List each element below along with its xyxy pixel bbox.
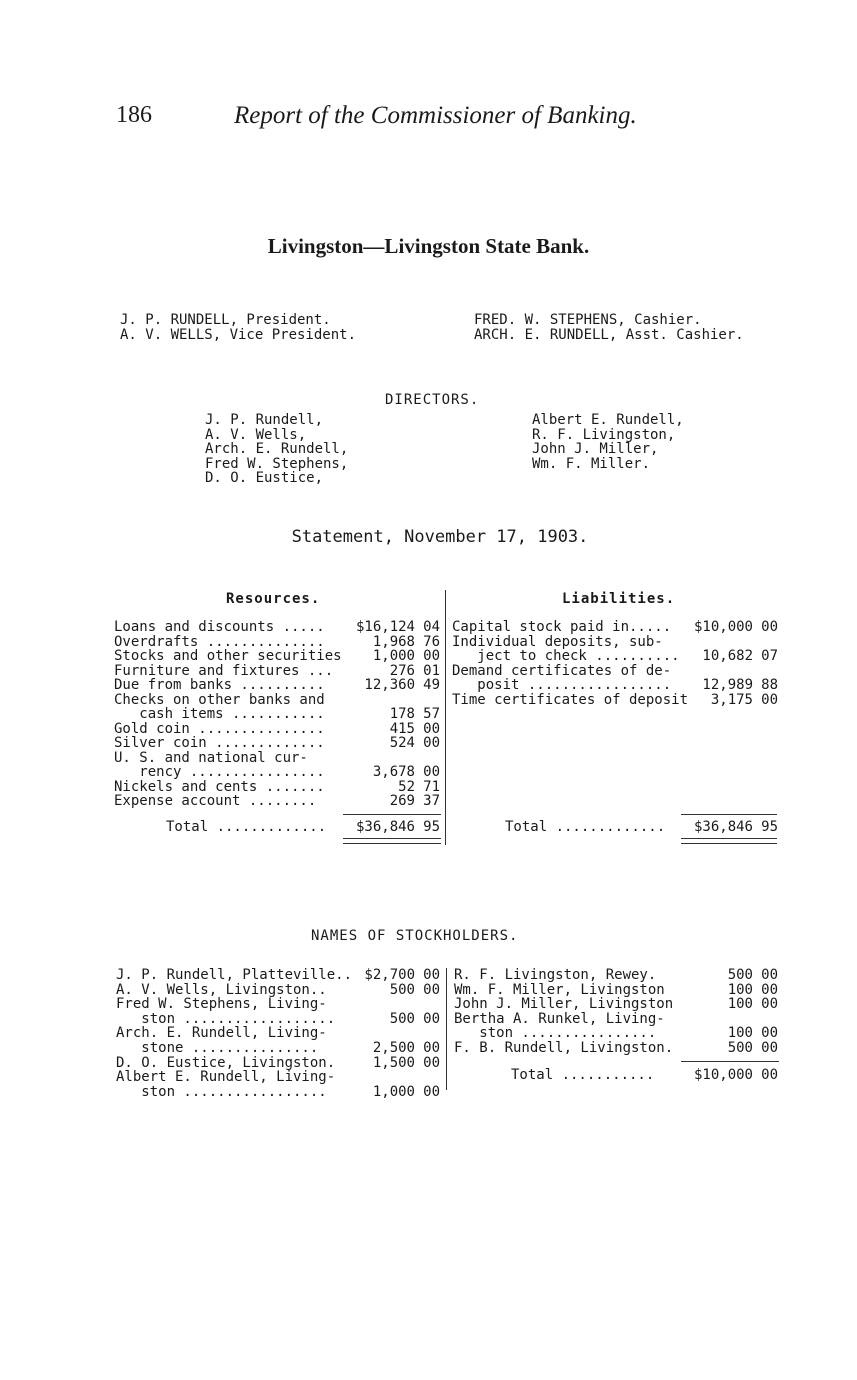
stockholder-row-cents: 00: [423, 1010, 440, 1027]
resources-row-label: cash items ...........: [114, 706, 325, 722]
resources-total-rule: [343, 814, 441, 815]
resources-row-dollars: $16,124: [355, 619, 415, 635]
stockholder-row-label: John J. Miller, Livingston: [454, 996, 674, 1013]
stockholder-row-label: F. B. Rundell, Livingston.: [454, 1040, 674, 1056]
director-name: D. O. Eustice,: [205, 470, 324, 487]
resources-row-cents: 00: [423, 735, 440, 751]
liabilities-row-dollars: $10,000: [693, 619, 753, 635]
bank-title: Livingston—Livingston State Bank.: [267, 234, 590, 258]
director-name: A. V. Wells,: [205, 426, 307, 443]
stockholder-row-label: R. F. Livingston, Rewey.: [454, 967, 657, 983]
stockholder-row-cents: 00: [423, 1083, 440, 1100]
page-number: 186: [116, 102, 152, 128]
stockholder-row-label: ston ................: [454, 1025, 657, 1042]
resources-row-cents: 57: [423, 706, 440, 722]
resources-row-label: Stocks and other securities: [114, 648, 342, 664]
stockholder-row-cents: 00: [423, 1054, 440, 1071]
resources-total-label: Total .............: [166, 819, 327, 835]
resources-row-dollars: 415: [389, 720, 415, 737]
resources-row-dollars: 1,968: [372, 633, 415, 650]
stockholders-total-rule: [681, 1061, 779, 1062]
liabilities-row-label: Time certificates of deposit: [452, 691, 689, 708]
resources-row-label: Loans and discounts .....: [114, 619, 325, 635]
resources-row-dollars: 269: [389, 793, 415, 809]
stockholder-row-label: Arch. E. Rundell, Living-: [116, 1025, 327, 1042]
officer-cashier: FRED. W. STEPHENS, Cashier.: [474, 312, 702, 328]
statement-title: Statement, November 17, 1903.: [291, 527, 589, 547]
resources-row-dollars: 178: [389, 706, 415, 722]
stockholder-row-label: stone ...............: [116, 1040, 319, 1056]
stockholder-row-dollars: 1,000: [372, 1083, 415, 1100]
director-name: John J. Miller,: [532, 441, 659, 458]
stockholder-row-label: ston .................: [116, 1083, 327, 1100]
liabilities-total-cents: 95: [761, 819, 778, 835]
stockholder-row-label: A. V. Wells, Livingston..: [116, 981, 327, 998]
stockholder-row-cents: 00: [423, 981, 440, 998]
resources-row-cents: 00: [423, 648, 440, 664]
resources-row-label: Checks on other banks and: [114, 691, 325, 708]
running-title: Report of the Commissioner of Banking.: [234, 102, 637, 129]
resources-row-label: rency ................: [114, 764, 325, 780]
liabilities-row-label: Individual deposits, sub-: [452, 633, 663, 650]
stockholder-row-dollars: 500: [727, 1040, 753, 1056]
liabilities-row-cents: 88: [761, 677, 778, 693]
liabilities-row-dollars: 3,175: [710, 691, 753, 708]
liabilities-total-double-rule: [681, 838, 777, 844]
resources-row-cents: 01: [423, 662, 440, 679]
director-name: Albert E. Rundell,: [532, 412, 684, 428]
stockholder-row-label: D. O. Eustice, Livingston.: [116, 1054, 336, 1071]
liabilities-row-cents: 00: [761, 619, 778, 635]
resources-row-label: Nickels and cents .......: [114, 778, 325, 795]
resources-row-label: Overdrafts ..............: [114, 633, 325, 650]
resources-row-dollars: 12,360: [364, 677, 415, 693]
resources-row-cents: 37: [423, 793, 440, 809]
liabilities-row-cents: 07: [761, 648, 778, 664]
stockholder-row-dollars: 500: [389, 1010, 415, 1027]
resources-row-dollars: 524: [389, 735, 415, 751]
resources-row-label: Expense account ........: [114, 793, 317, 809]
resources-total-cents: 95: [423, 819, 440, 835]
director-name: Fred W. Stephens,: [205, 455, 349, 472]
stockholder-row-dollars: 100: [727, 996, 753, 1013]
stockholder-row-dollars: 500: [727, 967, 753, 983]
stockholders-heading: NAMES OF STOCKHOLDERS.: [311, 928, 519, 944]
resources-row-label: U. S. and national cur-: [114, 749, 308, 766]
resources-total-double-rule: [343, 838, 441, 844]
liabilities-row-dollars: 12,989: [702, 677, 753, 693]
resources-total-dollars: $36,846: [355, 819, 415, 835]
stockholders-total-cents: 00: [761, 1067, 778, 1083]
stockholder-row-cents: 00: [761, 996, 778, 1013]
stockholders-total-label: Total ...........: [511, 1067, 655, 1083]
director-name: Arch. E. Rundell,: [205, 441, 349, 458]
stockholder-row-label: ston ..................: [116, 1010, 336, 1027]
stockholder-row-cents: 00: [761, 1040, 778, 1056]
stockholder-row-dollars: 500: [389, 981, 415, 998]
stockholders-total-dollars: $10,000: [693, 1067, 753, 1083]
liabilities-total-rule: [681, 814, 777, 815]
officer-asst-cashier: ARCH. E. RUNDELL, Asst. Cashier.: [474, 327, 744, 343]
stockholders-column-divider: [446, 968, 447, 1090]
liabilities-row-dollars: 10,682: [702, 648, 753, 664]
statement-column-divider: [445, 590, 446, 845]
resources-row-label: Silver coin .............: [114, 735, 325, 751]
stockholder-row-cents: 00: [761, 981, 778, 998]
director-name: R. F. Livingston,: [532, 426, 676, 443]
stockholder-row-cents: 00: [761, 967, 778, 983]
officer-president: J. P. RUNDELL, President.: [120, 312, 331, 328]
resources-heading: Resources.: [226, 591, 321, 607]
liabilities-heading: Liabilities.: [562, 591, 676, 607]
resources-row-cents: 71: [423, 778, 440, 795]
director-name: Wm. F. Miller.: [532, 455, 651, 472]
resources-row-cents: 00: [423, 720, 440, 737]
stockholder-row-label: Bertha A. Runkel, Living-: [454, 1010, 665, 1027]
stockholder-row-cents: 00: [423, 967, 440, 983]
resources-row-cents: 76: [423, 633, 440, 650]
stockholder-row-dollars: 1,500: [372, 1054, 415, 1071]
liabilities-row-label: ject to check ..........: [452, 648, 680, 664]
director-name: J. P. Rundell,: [205, 412, 324, 428]
stockholder-row-label: Fred W. Stephens, Living-: [116, 996, 327, 1013]
stockholder-row-label: J. P. Rundell, Platteville..: [116, 967, 353, 983]
stockholder-row-dollars: 2,500: [372, 1040, 415, 1056]
directors-heading: DIRECTORS.: [385, 392, 480, 408]
resources-row-label: Gold coin ...............: [114, 720, 325, 737]
resources-row-dollars: 3,678: [372, 764, 415, 780]
stockholder-row-cents: 00: [761, 1025, 778, 1042]
resources-row-cents: 49: [423, 677, 440, 693]
stockholder-row-dollars: $2,700: [364, 967, 415, 983]
resources-row-cents: 04: [423, 619, 440, 635]
stockholder-row-cents: 00: [423, 1040, 440, 1056]
resources-row-dollars: 1,000: [372, 648, 415, 664]
officer-vice-president: A. V. WELLS, Vice President.: [120, 327, 357, 343]
stockholder-row-dollars: 100: [727, 981, 753, 998]
resources-row-dollars: 52: [398, 778, 415, 795]
liabilities-row-label: Demand certificates of de-: [452, 662, 672, 679]
stockholder-row-label: Albert E. Rundell, Living-: [116, 1069, 336, 1086]
liabilities-row-label: posit .................: [452, 677, 672, 693]
liabilities-total-label: Total .............: [505, 819, 666, 835]
liabilities-row-label: Capital stock paid in.....: [452, 619, 672, 635]
resources-row-label: Due from banks ..........: [114, 677, 325, 693]
resources-row-label: Furniture and fixtures ...: [114, 662, 334, 679]
liabilities-total-dollars: $36,846: [693, 819, 753, 835]
resources-row-cents: 00: [423, 764, 440, 780]
stockholder-row-label: Wm. F. Miller, Livingston: [454, 981, 665, 998]
resources-row-dollars: 276: [389, 662, 415, 679]
liabilities-row-cents: 00: [761, 691, 778, 708]
stockholder-row-dollars: 100: [727, 1025, 753, 1042]
